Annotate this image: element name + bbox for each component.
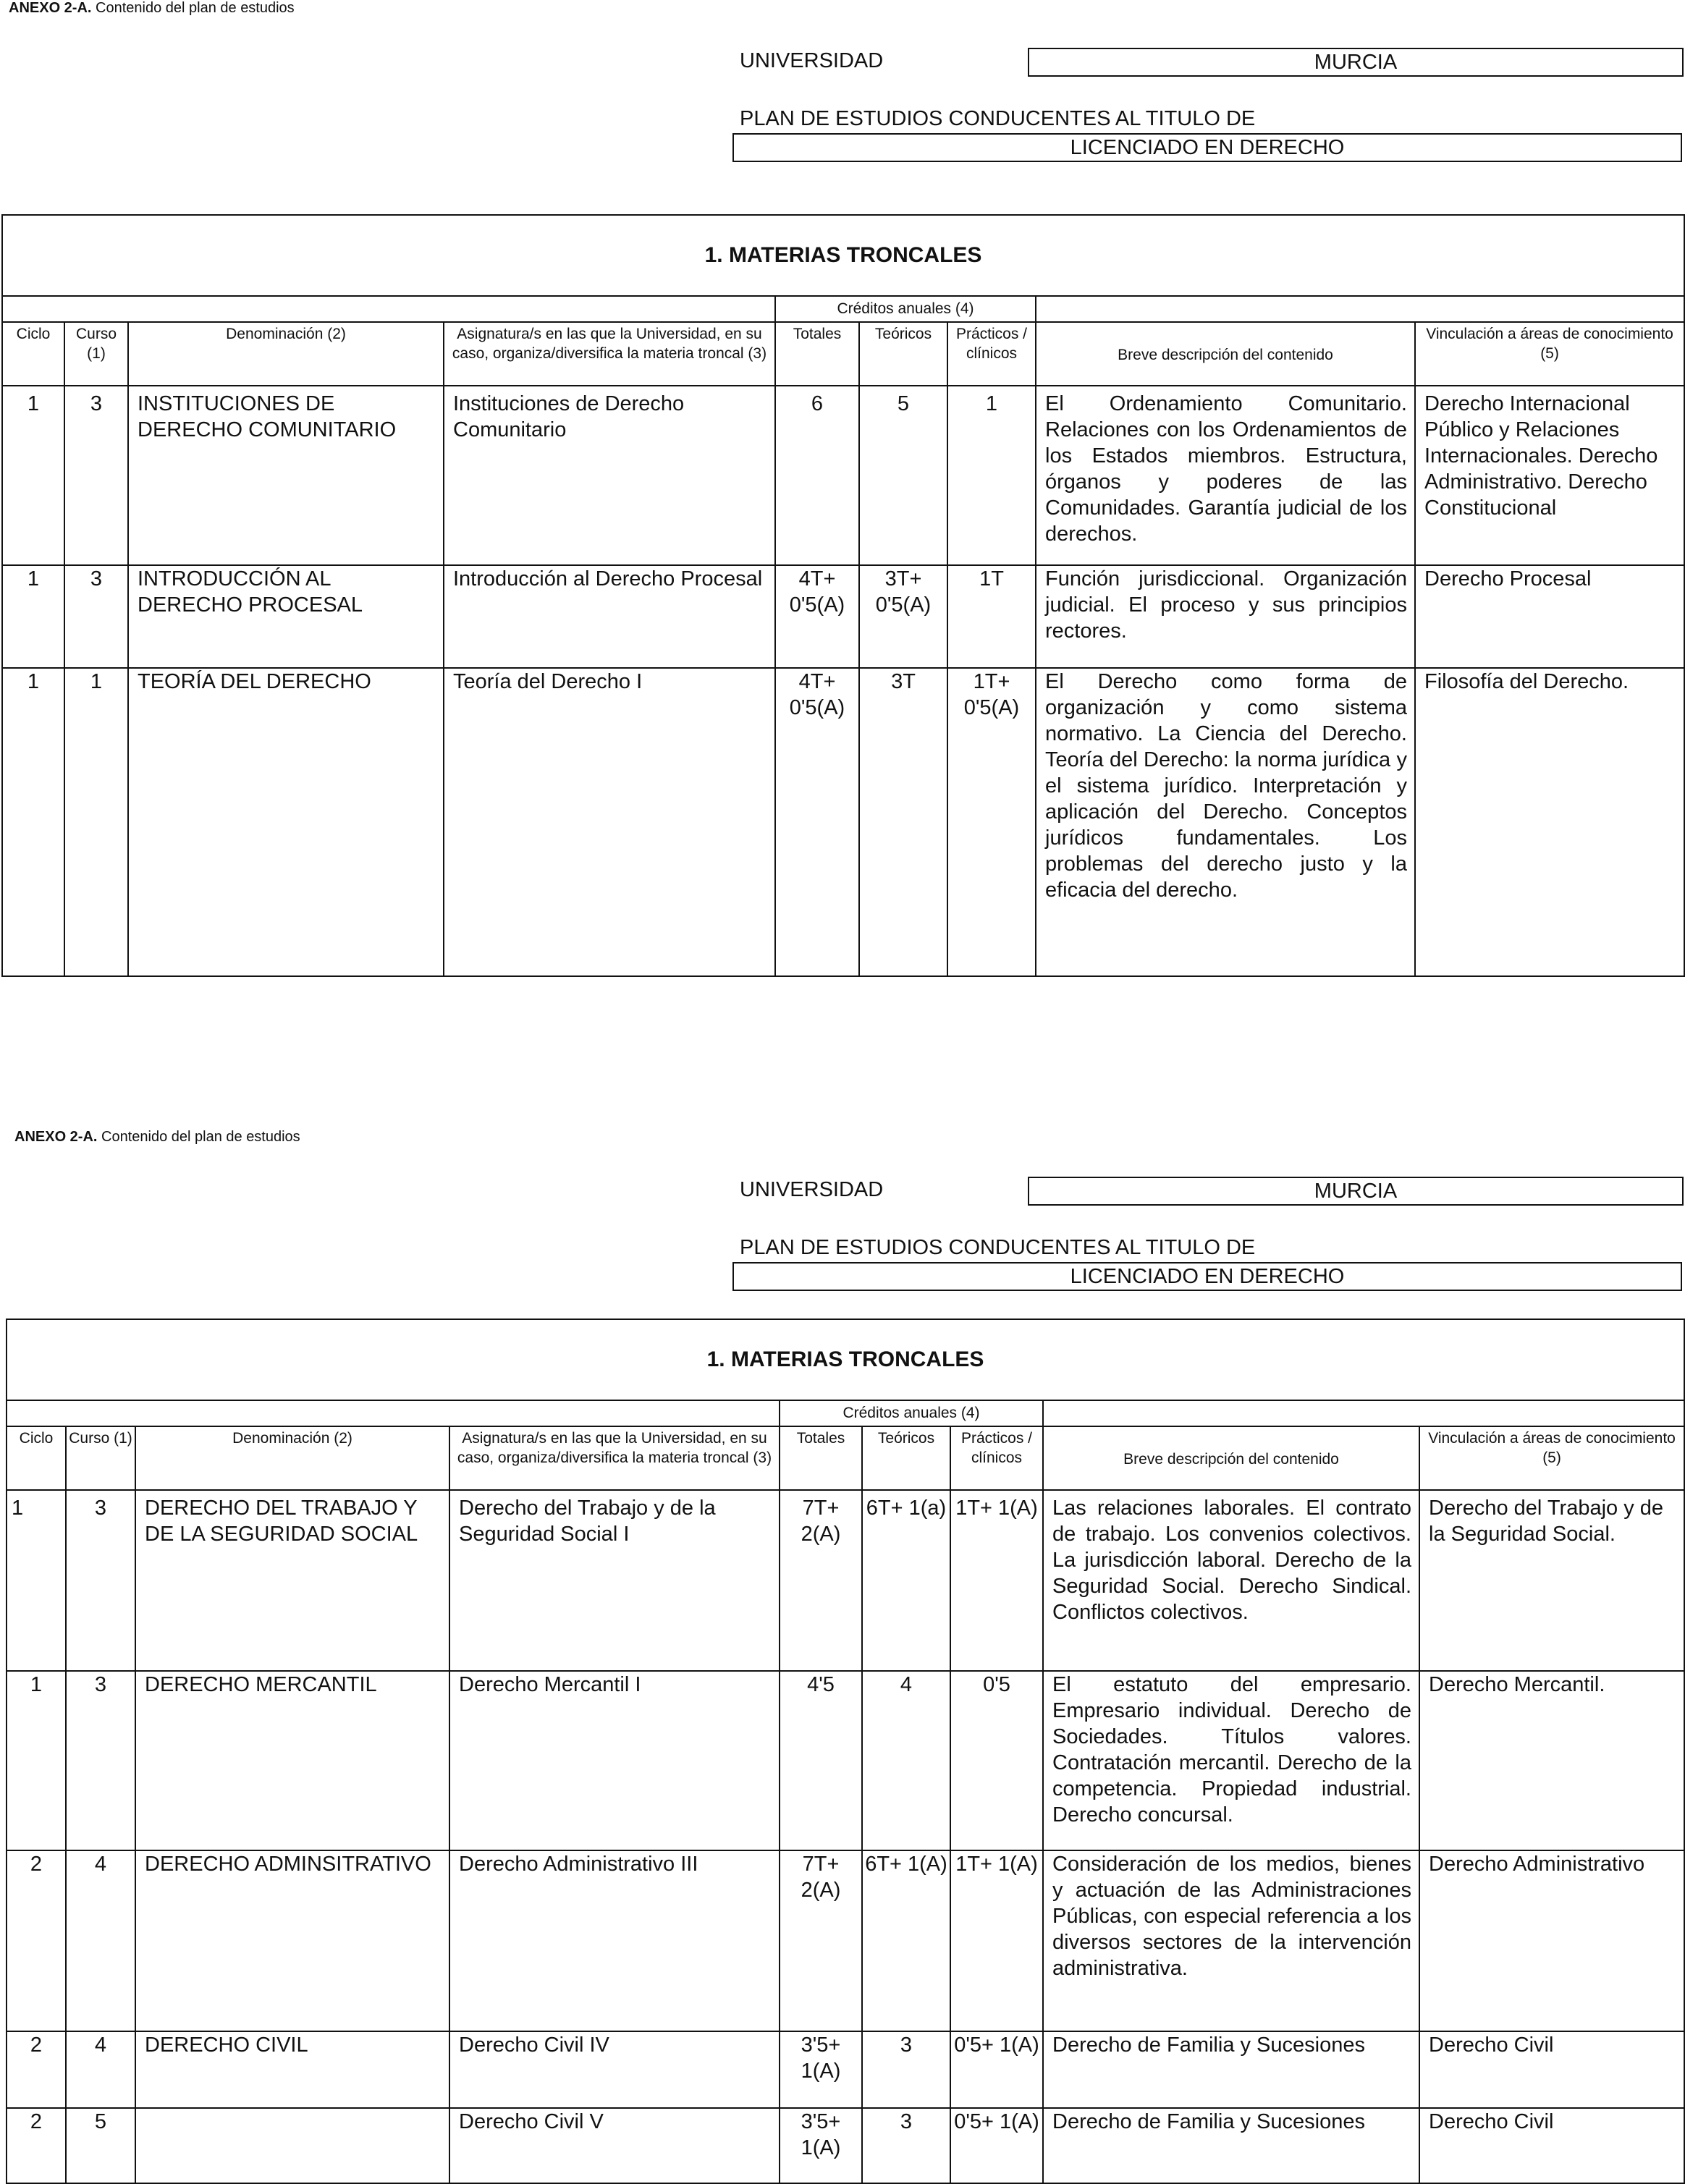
header-teoricos: Teóricos xyxy=(859,322,947,386)
table-title: 1. MATERIAS TRONCALES xyxy=(7,1319,1684,1400)
cell-asignatura: Derecho Mercantil I xyxy=(449,1671,780,1850)
table-row xyxy=(7,1671,1684,1850)
cell-asignatura: Instituciones de Derecho Comunitario xyxy=(444,386,775,565)
cell-asignatura: Introducción al Derecho Procesal xyxy=(444,565,775,668)
universidad-value: MURCIA xyxy=(1028,1177,1684,1206)
cell-totales: 7T+ 2(A) xyxy=(780,1490,862,1671)
creditos-header: Créditos anuales (4) xyxy=(775,296,1036,322)
cell-teoricos: 3T xyxy=(859,668,947,976)
cell-ciclo: 1 xyxy=(2,386,64,565)
header-asignatura: Asignatura/s en las que la Universidad, en su caso, organiza/diversifica la materia troncal (3) xyxy=(449,1426,780,1490)
header-curso: Curso (1) xyxy=(66,1426,135,1490)
cell-totales: 7T+ 2(A) xyxy=(780,1850,862,2031)
cell-descripcion: Función jurisdiccional. Organización judicial. El proceso y sus principios rectores. xyxy=(1036,565,1415,668)
header-practicos: Prácticos / clínicos xyxy=(950,1426,1043,1490)
cell-descripcion: Las relaciones laborales. El contrato de trabajo. Los convenios colectivos. La jurisdicción laboral. Derecho de la Seguridad Social. Derecho Sindical. Conflictos colectivos. xyxy=(1043,1490,1419,1671)
cell-descripcion: Derecho de Familia y Sucesiones xyxy=(1043,2108,1419,2183)
annex-text: Contenido del plan de estudios xyxy=(101,1129,300,1145)
header-ciclo: Ciclo xyxy=(2,322,64,386)
cell-vinculacion: Derecho Mercantil. xyxy=(1419,1671,1684,1850)
cell-asignatura: Derecho Civil V xyxy=(449,2108,780,2183)
table-row xyxy=(7,1490,1684,1671)
universidad-label: UNIVERSIDAD xyxy=(740,49,884,72)
annex-text: Contenido del plan de estudios xyxy=(96,0,295,16)
cell-totales: 3'5+ 1(A) xyxy=(780,2031,862,2108)
cell-descripcion: El Ordenamiento Comunitario. Relaciones con los Ordenamientos de los Estados miembros. Estructura, órganos y poderes de las Comunidades. Garantía judicial de los derechos. xyxy=(1036,386,1415,565)
cell-vinculacion: Derecho del Trabajo y de la Seguridad Social. xyxy=(1419,1490,1684,1671)
plan-label: PLAN DE ESTUDIOS CONDUCENTES AL TITULO DE xyxy=(740,107,1256,130)
cell-ciclo: 2 xyxy=(7,2108,66,2183)
cell-curso: 3 xyxy=(66,1490,135,1671)
cell-curso: 4 xyxy=(66,1850,135,2031)
table-row xyxy=(7,2031,1684,2108)
universidad-label: UNIVERSIDAD xyxy=(740,1178,884,1201)
cell-teoricos: 5 xyxy=(859,386,947,565)
header-practicos: Prácticos / clínicos xyxy=(947,322,1036,386)
cell-ciclo: 1 xyxy=(2,565,64,668)
header-asignatura: Asignatura/s en las que la Universidad, en su caso, organiza/diversifica la materia troncal (3) xyxy=(444,322,775,386)
cell-descripcion: Consideración de los medios, bienes y actuación de las Administraciones Públicas, con especial referencia a los diversos sectores de la intervención administrativa. xyxy=(1043,1850,1419,2031)
header-spacer xyxy=(1036,296,1684,322)
materias-table xyxy=(1,214,1685,977)
cell-ciclo: 2 xyxy=(7,1850,66,2031)
cell-teoricos: 3 xyxy=(862,2031,950,2108)
cell-denominacion: INSTITUCIONES DE DERECHO COMUNITARIO xyxy=(128,386,444,565)
header-curso: Curso (1) xyxy=(64,322,128,386)
table-row xyxy=(7,1850,1684,2031)
header-totales: Totales xyxy=(775,322,859,386)
cell-denominacion: DERECHO CIVIL xyxy=(135,2031,449,2108)
cell-practicos: 0'5 xyxy=(950,1671,1043,1850)
header-ciclo: Ciclo xyxy=(7,1426,66,1490)
cell-teoricos: 6T+ 1(A) xyxy=(862,1850,950,2031)
cell-denominacion: DERECHO MERCANTIL xyxy=(135,1671,449,1850)
cell-denominacion: INTRODUCCIÓN AL DERECHO PROCESAL xyxy=(128,565,444,668)
header-descripcion: Breve descripción del contenido xyxy=(1036,322,1415,386)
cell-totales: 4T+ 0'5(A) xyxy=(775,668,859,976)
annex-number: ANEXO 2-A. xyxy=(14,1129,98,1145)
creditos-header: Créditos anuales (4) xyxy=(780,1400,1043,1426)
cell-teoricos: 3 xyxy=(862,2108,950,2183)
cell-vinculacion: Derecho Procesal xyxy=(1415,565,1684,668)
cell-totales: 4T+ 0'5(A) xyxy=(775,565,859,668)
table-row xyxy=(2,668,1684,976)
cell-curso: 5 xyxy=(66,2108,135,2183)
cell-practicos: 1T+ 1(A) xyxy=(950,1490,1043,1671)
cell-practicos: 0'5+ 1(A) xyxy=(950,2031,1043,2108)
table-row xyxy=(2,386,1684,565)
header-teoricos: Teóricos xyxy=(862,1426,950,1490)
cell-descripcion: Derecho de Familia y Sucesiones xyxy=(1043,2031,1419,2108)
header-vinculacion: Vinculación a áreas de conocimiento (5) xyxy=(1415,322,1684,386)
header-vinculacion: Vinculación a áreas de conocimiento (5) xyxy=(1419,1426,1684,1490)
cell-descripcion: El Derecho como forma de organización y como sistema normativo. La Ciencia del Derecho. Teoría del Derecho: la norma jurídica y el sistema jurídico. Interpretación y aplicación del Derecho. Conceptos jurídicos fundamentales. Los problemas del derecho justo y la eficacia del derecho. xyxy=(1036,668,1415,976)
materias-table xyxy=(6,1319,1685,2184)
plan-value: LICENCIADO EN DERECHO xyxy=(732,133,1682,162)
cell-totales: 4'5 xyxy=(780,1671,862,1850)
header-spacer xyxy=(7,1400,780,1426)
universidad-value: MURCIA xyxy=(1028,48,1684,77)
cell-vinculacion: Derecho Civil xyxy=(1419,2108,1684,2183)
cell-vinculacion: Derecho Civil xyxy=(1419,2031,1684,2108)
cell-asignatura: Derecho Civil IV xyxy=(449,2031,780,2108)
header-totales: Totales xyxy=(780,1426,862,1490)
cell-vinculacion: Derecho Internacional Público y Relaciones Internacionales. Derecho Administrativo. Derecho Constitucional xyxy=(1415,386,1684,565)
cell-descripcion: El estatuto del empresario. Empresario individual. Derecho de Sociedades. Títulos valores. Contratación mercantil. Derecho de la competencia. Propiedad industrial. Derecho concursal. xyxy=(1043,1671,1419,1850)
cell-curso: 3 xyxy=(64,565,128,668)
cell-totales: 6 xyxy=(775,386,859,565)
cell-ciclo: 1 xyxy=(7,1671,66,1850)
cell-curso: 1 xyxy=(64,668,128,976)
cell-vinculacion: Derecho Administrativo xyxy=(1419,1850,1684,2031)
cell-curso: 4 xyxy=(66,2031,135,2108)
cell-denominacion: DERECHO ADMINSITRATIVO xyxy=(135,1850,449,2031)
cell-totales: 3'5+ 1(A) xyxy=(780,2108,862,2183)
header-denominacion: Denominación (2) xyxy=(135,1426,449,1490)
header-denominacion: Denominación (2) xyxy=(128,322,444,386)
annex-heading xyxy=(9,0,295,17)
annex-heading xyxy=(14,1129,300,1146)
cell-practicos: 1 xyxy=(947,386,1036,565)
header-spacer xyxy=(2,296,775,322)
cell-curso: 3 xyxy=(64,386,128,565)
plan-value: LICENCIADO EN DERECHO xyxy=(732,1262,1682,1291)
cell-ciclo: 1 xyxy=(2,668,64,976)
cell-teoricos: 3T+ 0'5(A) xyxy=(859,565,947,668)
cell-practicos: 1T xyxy=(947,565,1036,668)
cell-asignatura: Teoría del Derecho I xyxy=(444,668,775,976)
cell-asignatura: Derecho Administrativo III xyxy=(449,1850,780,2031)
table-row xyxy=(7,2108,1684,2183)
header-spacer xyxy=(1043,1400,1684,1426)
cell-denominacion: TEORÍA DEL DERECHO xyxy=(128,668,444,976)
cell-denominacion xyxy=(135,2108,449,2183)
annex-number: ANEXO 2-A. xyxy=(9,0,92,16)
cell-ciclo: 1 xyxy=(7,1490,66,1671)
table-title: 1. MATERIAS TRONCALES xyxy=(2,215,1684,296)
plan-label: PLAN DE ESTUDIOS CONDUCENTES AL TITULO DE xyxy=(740,1236,1256,1259)
cell-practicos: 1T+ 1(A) xyxy=(950,1850,1043,2031)
cell-practicos: 0'5+ 1(A) xyxy=(950,2108,1043,2183)
cell-asignatura: Derecho del Trabajo y de la Seguridad Social I xyxy=(449,1490,780,1671)
cell-denominacion: DERECHO DEL TRABAJO Y DE LA SEGURIDAD SOCIAL xyxy=(135,1490,449,1671)
cell-ciclo: 2 xyxy=(7,2031,66,2108)
table-row xyxy=(2,565,1684,668)
cell-teoricos: 6T+ 1(a) xyxy=(862,1490,950,1671)
cell-curso: 3 xyxy=(66,1671,135,1850)
cell-vinculacion: Filosofía del Derecho. xyxy=(1415,668,1684,976)
cell-teoricos: 4 xyxy=(862,1671,950,1850)
header-descripcion: Breve descripción del contenido xyxy=(1043,1426,1419,1490)
cell-practicos: 1T+ 0'5(A) xyxy=(947,668,1036,976)
